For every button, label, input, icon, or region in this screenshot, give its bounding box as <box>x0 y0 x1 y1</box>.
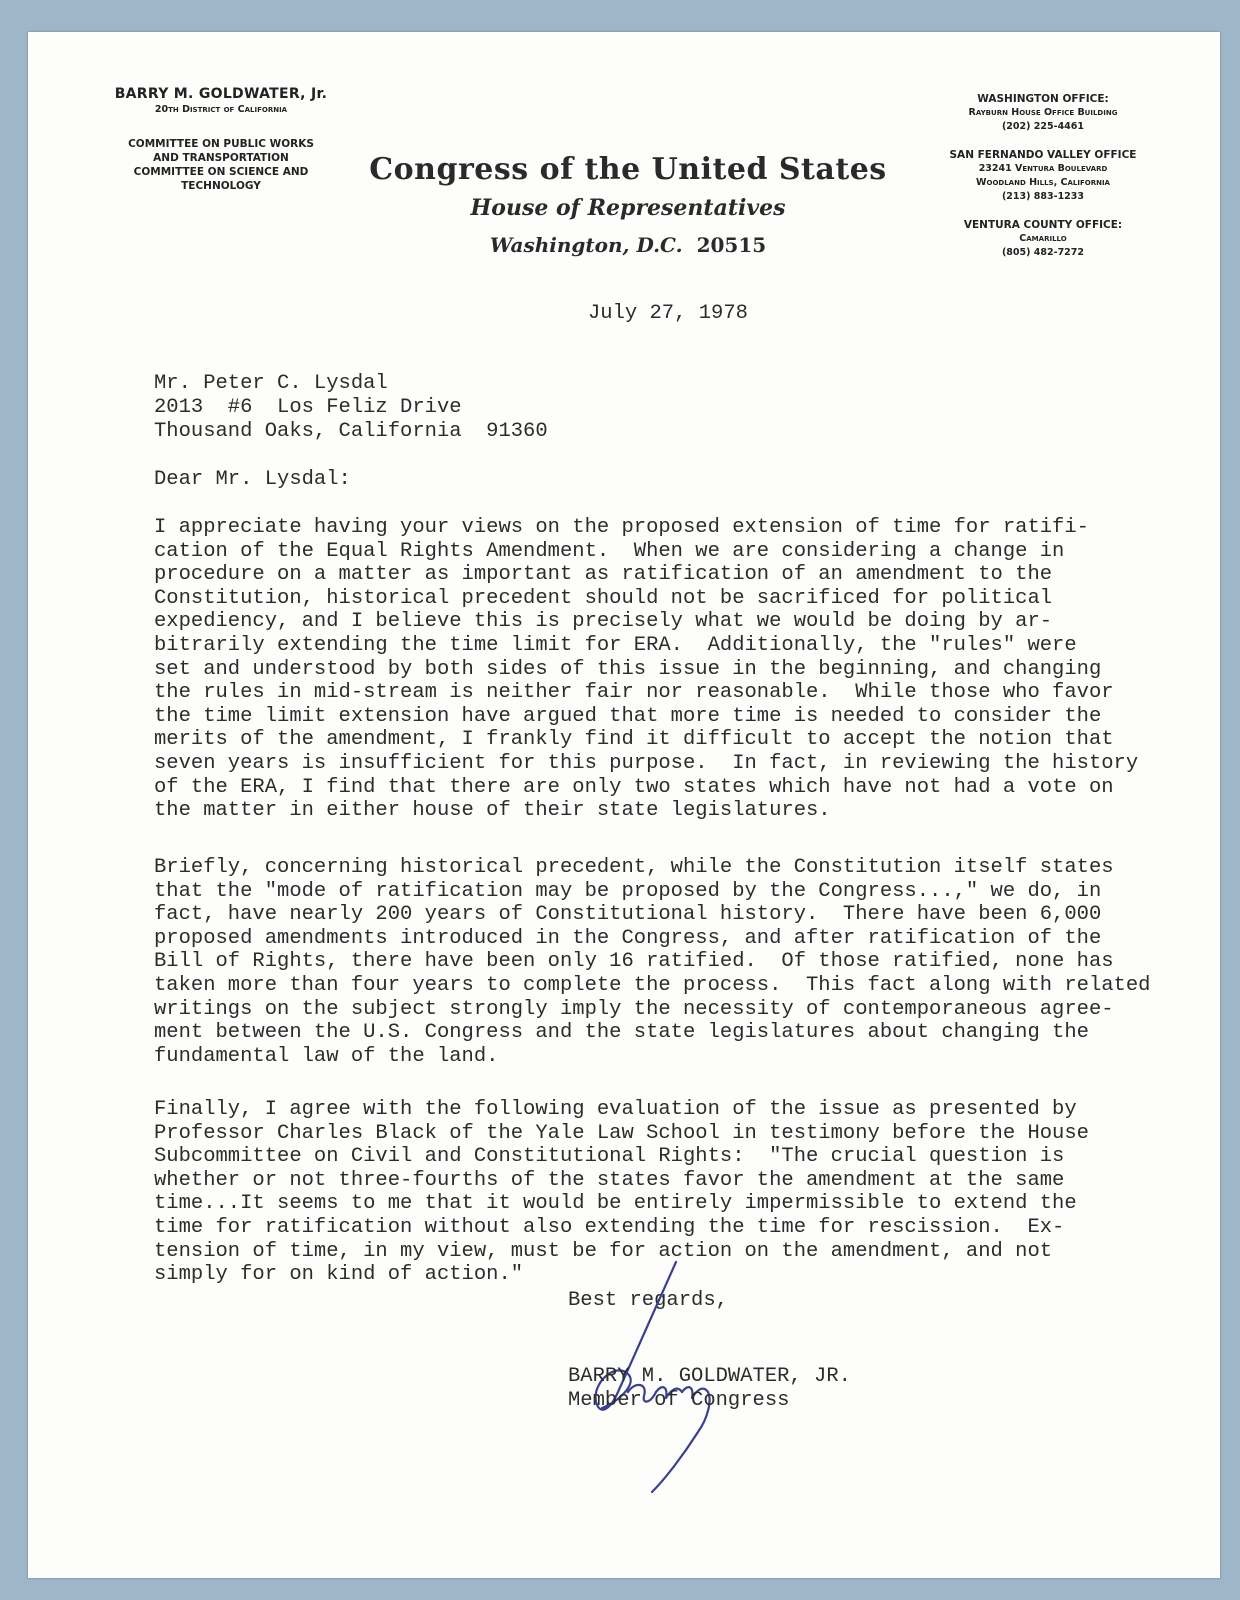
committee-line: COMMITTEE ON PUBLIC WORKS <box>128 138 314 150</box>
letter-date: July 27, 1978 <box>588 302 748 325</box>
recipient-city: Thousand Oaks, California 91360 <box>154 420 548 443</box>
office-line: Camarillo <box>1019 233 1067 244</box>
letter-page <box>28 32 1220 1578</box>
office-title: WASHINGTON OFFICE: <box>977 93 1109 105</box>
office-line: Woodland Hills, California <box>976 177 1110 188</box>
office-washington <box>898 92 1188 134</box>
office-title: VENTURA COUNTY OFFICE: <box>963 219 1123 231</box>
letterhead-zip: 20515 <box>696 233 767 257</box>
committee-line: AND TRANSPORTATION <box>153 152 289 164</box>
office-phone: (805) 482-7272 <box>1001 247 1085 258</box>
sender-district: 20th District of California <box>154 104 288 115</box>
letterhead <box>358 152 898 257</box>
signature-block <box>568 1365 851 1413</box>
committee-list <box>56 137 386 193</box>
office-title: SAN FERNANDO VALLEY OFFICE <box>949 149 1137 161</box>
letterhead-city-name: Washington, D.C. <box>489 233 683 257</box>
typed-name: BARRY M. GOLDWATER, JR. <box>568 1365 851 1388</box>
office-phone: (202) 225-4461 <box>1001 121 1085 132</box>
paragraph: Finally, I agree with the following evaluation of the issue as presented by Professor Charles Black of the Yale Law School in testimony before the House Subcommittee on Civil and Constitutional Rights: "The crucial question is whether or not three-fourths of the states favor the amendment at the same time...It seems to me that it would be entirely impermissible to extend the time for ratification without also extending the time for rescission. Ex- tension of time, in my view, must be for action on the amendment, and not simply for on kind of action." <box>154 1098 1089 1287</box>
closing: Best regards, <box>568 1289 728 1312</box>
letterhead-congress: Congress of the United States <box>369 152 887 187</box>
recipient-name: Mr. Peter C. Lysdal <box>154 372 388 395</box>
recipient-address <box>154 372 548 444</box>
office-line: Rayburn House Office Building <box>968 107 1118 118</box>
paragraph: Briefly, concerning historical precedent, while the Constitution itself states that the "mode of ratification may be proposed by the Congress...," we do, in fact, have nearly 200 years of Constitutional history. There have been 6,000 proposed amendments introduced in the Congress, and after ratification of the Bill of Rights, there have been only 16 ratified. Of those ratified, none has taken more than four years to complete the process. This fact along with related writings on the subject strongly imply the necessity of contemporaneous agree- ment between the U.S. Congress and the state legislatures about changing the fundamental law of the land. <box>154 856 1151 1068</box>
letterhead-house: House of Representatives <box>470 195 786 221</box>
salutation: Dear Mr. Lysdal: <box>154 468 351 491</box>
sender-block <box>56 86 386 193</box>
committee-line: COMMITTEE ON SCIENCE AND <box>133 166 309 178</box>
office-line: 23241 Ventura Boulevard <box>978 163 1108 174</box>
office-ventura <box>898 218 1188 260</box>
paragraph: I appreciate having your views on the proposed extension of time for ratifi- cation of the Equal Rights Amendment. When we are considering a change in procedure on a matter as important as ratification of an amendment to the Constitution, historical precedent should not be sacrificed for political expediency, and I believe this is precisely what we would be doing by ar- bitrarily extending the time limit for ERA. Additionally, the "rules" were set and understood by both sides of this issue in the beginning, and changing the rules in mid-stream is neither fair nor reasonable. While those who favor the time limit extension have argued that more time is needed to consider the merits of the amendment, I frankly find it difficult to accept the notion that seven years is insufficient for this purpose. In fact, in reviewing the history of the ERA, I find that there are only two states which have not had a vote on the matter in either house of their state legislatures. <box>154 516 1139 823</box>
office-list <box>898 92 1188 274</box>
sender-name: BARRY M. GOLDWATER, Jr. <box>114 86 328 102</box>
office-phone: (213) 883-1233 <box>1001 191 1085 202</box>
office-san-fernando <box>898 148 1188 204</box>
letterhead-city <box>358 233 898 257</box>
committee-line: TECHNOLOGY <box>181 180 261 192</box>
recipient-street: 2013 #6 Los Feliz Drive <box>154 396 462 419</box>
signer-title: Member of Congress <box>568 1389 790 1412</box>
